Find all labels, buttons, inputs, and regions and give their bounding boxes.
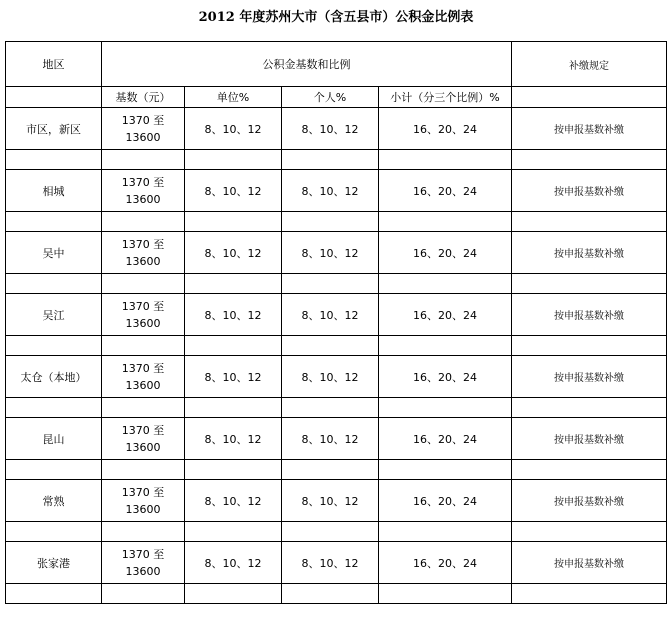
header-blank-cell: [512, 87, 667, 108]
empty-cell: [185, 398, 282, 418]
base-max: 13600: [125, 254, 161, 268]
empty-cell: [512, 212, 667, 232]
base-min: 1370 至: [121, 361, 165, 375]
empty-cell: [379, 460, 512, 480]
header-blank-cell: [6, 87, 102, 108]
unit-rate-cell: 8、10、12: [185, 170, 282, 212]
base-min: 1370 至: [121, 113, 165, 127]
base-max: 13600: [125, 564, 161, 578]
unit-rate-cell: 8、10、12: [185, 294, 282, 336]
empty-cell: [512, 522, 667, 542]
base-cell: [102, 542, 185, 584]
unit-rate-cell: 8、10、12: [185, 232, 282, 274]
personal-rate-cell: 8、10、12: [282, 108, 379, 150]
empty-cell: [379, 274, 512, 294]
empty-cell: [379, 150, 512, 170]
unit-rate-cell: 8、10、12: [185, 542, 282, 584]
empty-cell: [185, 336, 282, 356]
empty-cell: [379, 336, 512, 356]
subtotal-rate-cell: 16、20、24: [379, 356, 512, 398]
rule-cell: 按申报基数补缴: [512, 232, 667, 274]
empty-cell: [512, 584, 667, 604]
base-cell: [102, 480, 185, 522]
empty-cell: [512, 336, 667, 356]
empty-cell: [185, 150, 282, 170]
base-min: 1370 至: [121, 175, 165, 189]
table-row: [6, 232, 667, 274]
base-cell: [102, 108, 185, 150]
header-row-primary: [6, 42, 667, 87]
header-row-secondary: [6, 87, 667, 108]
unit-rate-cell: 8、10、12: [185, 108, 282, 150]
empty-cell: [185, 584, 282, 604]
header-personal: 个人%: [282, 87, 379, 108]
empty-cell: [6, 336, 102, 356]
region-cell: 吴中: [6, 232, 102, 274]
empty-cell: [185, 212, 282, 232]
empty-cell: [6, 522, 102, 542]
empty-cell: [185, 460, 282, 480]
empty-cell: [282, 274, 379, 294]
personal-rate-cell: 8、10、12: [282, 294, 379, 336]
personal-rate-cell: 8、10、12: [282, 356, 379, 398]
region-cell: 张家港: [6, 542, 102, 584]
spacer-row: [6, 274, 667, 294]
header-rule: 补缴规定: [512, 42, 667, 87]
subtotal-rate-cell: 16、20、24: [379, 170, 512, 212]
empty-cell: [6, 398, 102, 418]
rule-cell: 按申报基数补缴: [512, 294, 667, 336]
page-title: 2012 年度苏州大市（含五县市）公积金比例表: [198, 10, 474, 25]
subtotal-rate-cell: 16、20、24: [379, 294, 512, 336]
table-row: [6, 170, 667, 212]
table-row: [6, 108, 667, 150]
header-subtotal: 小计（分三个比例）%: [379, 87, 512, 108]
header-group: 公积金基数和比例: [102, 42, 512, 87]
unit-rate-cell: 8、10、12: [185, 418, 282, 460]
subtotal-rate-cell: 16、20、24: [379, 480, 512, 522]
empty-cell: [102, 150, 185, 170]
spacer-row: [6, 522, 667, 542]
rule-cell: 按申报基数补缴: [512, 542, 667, 584]
base-min: 1370 至: [121, 237, 165, 251]
unit-rate-cell: 8、10、12: [185, 480, 282, 522]
base-max: 13600: [125, 192, 161, 206]
empty-cell: [6, 460, 102, 480]
empty-cell: [512, 460, 667, 480]
region-cell: 相城: [6, 170, 102, 212]
empty-cell: [282, 584, 379, 604]
empty-cell: [102, 460, 185, 480]
spacer-row: [6, 398, 667, 418]
empty-cell: [102, 336, 185, 356]
spacer-row: [6, 212, 667, 232]
base-max: 13600: [125, 378, 161, 392]
base-cell: [102, 232, 185, 274]
region-cell: 昆山: [6, 418, 102, 460]
empty-cell: [102, 212, 185, 232]
empty-cell: [379, 584, 512, 604]
base-cell: [102, 170, 185, 212]
spacer-row: [6, 150, 667, 170]
empty-cell: [6, 584, 102, 604]
personal-rate-cell: 8、10、12: [282, 170, 379, 212]
unit-rate-cell: 8、10、12: [185, 356, 282, 398]
empty-cell: [282, 460, 379, 480]
empty-cell: [379, 398, 512, 418]
empty-cell: [379, 522, 512, 542]
base-min: 1370 至: [121, 299, 165, 313]
empty-cell: [512, 398, 667, 418]
empty-cell: [282, 398, 379, 418]
table-row: [6, 480, 667, 522]
header-unit: 单位%: [185, 87, 282, 108]
subtotal-rate-cell: 16、20、24: [379, 542, 512, 584]
empty-cell: [6, 274, 102, 294]
base-max: 13600: [125, 130, 161, 144]
empty-cell: [512, 150, 667, 170]
base-cell: [102, 294, 185, 336]
empty-cell: [102, 522, 185, 542]
fund-ratio-table: [5, 41, 667, 604]
spacer-row: [6, 336, 667, 356]
empty-cell: [102, 274, 185, 294]
table-row: [6, 356, 667, 398]
personal-rate-cell: 8、10、12: [282, 418, 379, 460]
subtotal-rate-cell: 16、20、24: [379, 108, 512, 150]
base-min: 1370 至: [121, 423, 165, 437]
empty-cell: [282, 336, 379, 356]
empty-cell: [6, 212, 102, 232]
table-row: [6, 418, 667, 460]
rule-cell: 按申报基数补缴: [512, 480, 667, 522]
personal-rate-cell: 8、10、12: [282, 480, 379, 522]
subtotal-rate-cell: 16、20、24: [379, 232, 512, 274]
subtotal-rate-cell: 16、20、24: [379, 418, 512, 460]
base-min: 1370 至: [121, 485, 165, 499]
region-cell: 常熟: [6, 480, 102, 522]
empty-cell: [512, 274, 667, 294]
empty-cell: [102, 398, 185, 418]
empty-cell: [379, 212, 512, 232]
region-cell: 市区，新区: [6, 108, 102, 150]
empty-cell: [282, 212, 379, 232]
spacer-row: [6, 460, 667, 480]
table-row: [6, 294, 667, 336]
base-cell: [102, 356, 185, 398]
base-min: 1370 至: [121, 547, 165, 561]
empty-cell: [282, 522, 379, 542]
rule-cell: 按申报基数补缴: [512, 170, 667, 212]
empty-cell: [185, 522, 282, 542]
header-base: 基数（元）: [102, 87, 185, 108]
base-max: 13600: [125, 316, 161, 330]
base-max: 13600: [125, 502, 161, 516]
rule-cell: 按申报基数补缴: [512, 418, 667, 460]
rule-cell: 按申报基数补缴: [512, 108, 667, 150]
empty-cell: [282, 150, 379, 170]
personal-rate-cell: 8、10、12: [282, 542, 379, 584]
spacer-row: [6, 584, 667, 604]
empty-cell: [6, 150, 102, 170]
header-region: 地区: [6, 42, 102, 87]
empty-cell: [102, 584, 185, 604]
rule-cell: 按申报基数补缴: [512, 356, 667, 398]
table-row: [6, 542, 667, 584]
base-max: 13600: [125, 440, 161, 454]
base-cell: [102, 418, 185, 460]
empty-cell: [185, 274, 282, 294]
region-cell: 太仓（本地）: [6, 356, 102, 398]
personal-rate-cell: 8、10、12: [282, 232, 379, 274]
region-cell: 吴江: [6, 294, 102, 336]
